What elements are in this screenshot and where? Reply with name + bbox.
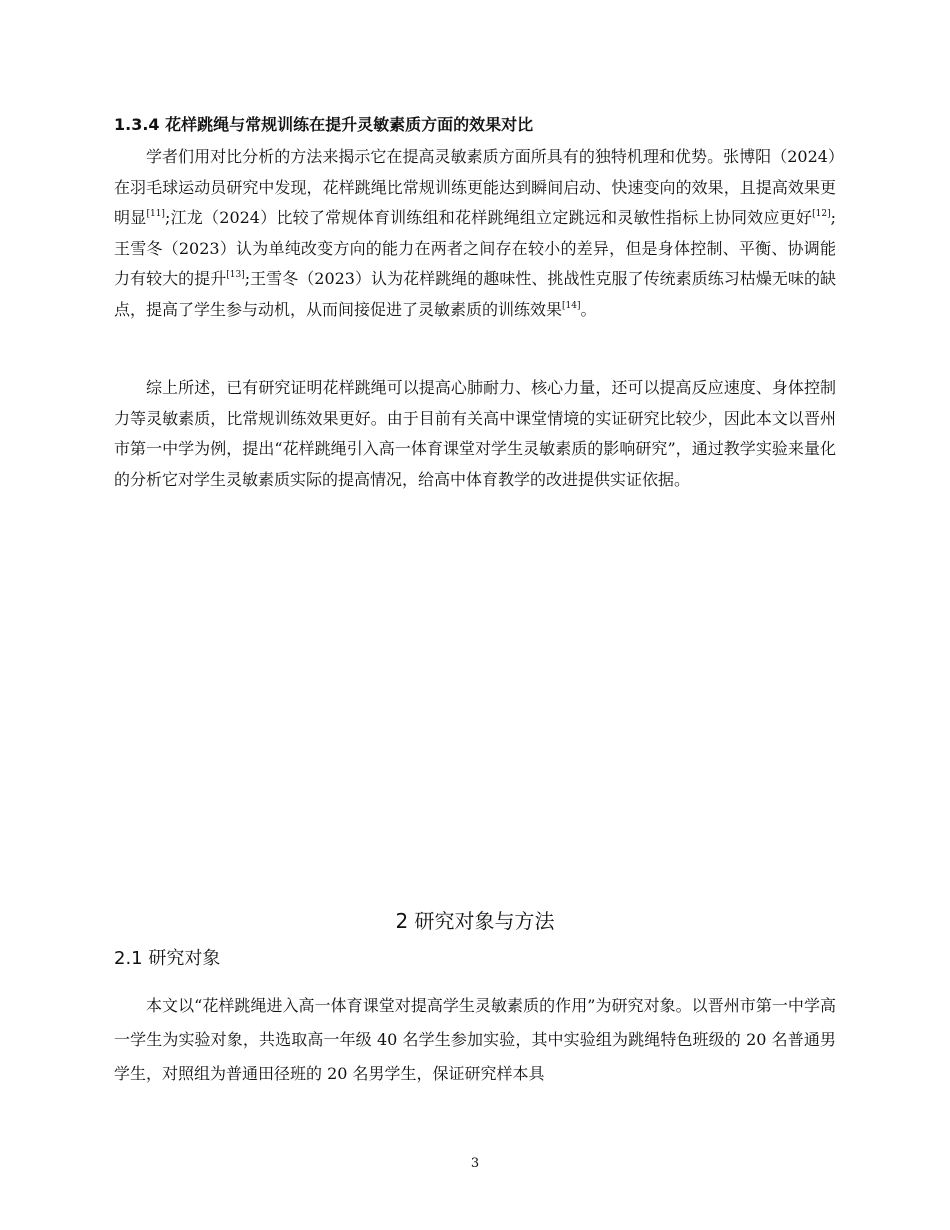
citation-13[interactable]: [13]: [226, 270, 245, 281]
citation-14[interactable]: [14]: [562, 300, 581, 311]
paragraph-text: ;王雪冬（2023）认为花样跳绳的趣味性、挑战性克服了传统素质练习枯燥无味的缺点，提高了学生参与动机，从而间接促进了灵敏素质的训练效果: [114, 269, 836, 319]
paragraph-research-object: 本文以“花样跳绳进入高一体育课堂对提高学生灵敏素质的作用”为研究对象。以晋州市第一中学高一学生为实验对象，共选取高一年级 40 名学生参加实验，其中实验组为跳绳特色班级的 20 名普通男学生，对照组为普通田径班的 20 名男学生，保证研究样本具: [114, 996, 836, 1083]
paragraph-text: 学者们用对比分析的方法来揭示它在提高灵敏素质方面所具有的独特机理和优势。张博阳（2024）在羽毛球运动员研究中发现，花样跳绳比常规训练更能达到瞬间启动、快速变向的效果，且提高效果更明显: [114, 147, 836, 228]
paragraph-summary: 综上所述，已有研究证明花样跳绳可以提高心肺耐力、核心力量，还可以提高反应速度、身体控制力等灵敏素质，比常规训练效果更好。由于目前有关高中课堂情境的实证研究比较少，因此本文以晋州市第一中学为例，提出“花样跳绳引入高一体育课堂对学生灵敏素质的影响研究”，通过教学实验来量化的分析它对学生灵敏素质实际的提高情况，给高中体育教学的改进提供实证依据。: [114, 378, 836, 489]
chapter-heading-2: 2 研究对象与方法: [395, 909, 555, 933]
section-heading-2-1: 2.1 研究对象: [114, 948, 221, 969]
paragraph-text: 。: [580, 299, 597, 319]
section-heading-1-3-4: 1.3.4 花样跳绳与常规训练在提升灵敏素质方面的效果对比: [114, 115, 534, 134]
paragraph-comparison: [114, 142, 836, 326]
citation-12[interactable]: [12]: [812, 209, 831, 220]
paragraph-text: ;王雪冬（2023）认为单纯改变方向的能力在两者之间存在较小的差异，但是身体控制、平衡、协调能力有较大的提升: [114, 208, 836, 289]
paragraph-text: ;江龙（2024）比较了常规体育训练组和花样跳绳组立定跳远和灵敏性指标上协同效应更好: [164, 208, 813, 228]
citation-11[interactable]: [11]: [146, 209, 165, 220]
page-number: 3: [470, 1156, 480, 1171]
